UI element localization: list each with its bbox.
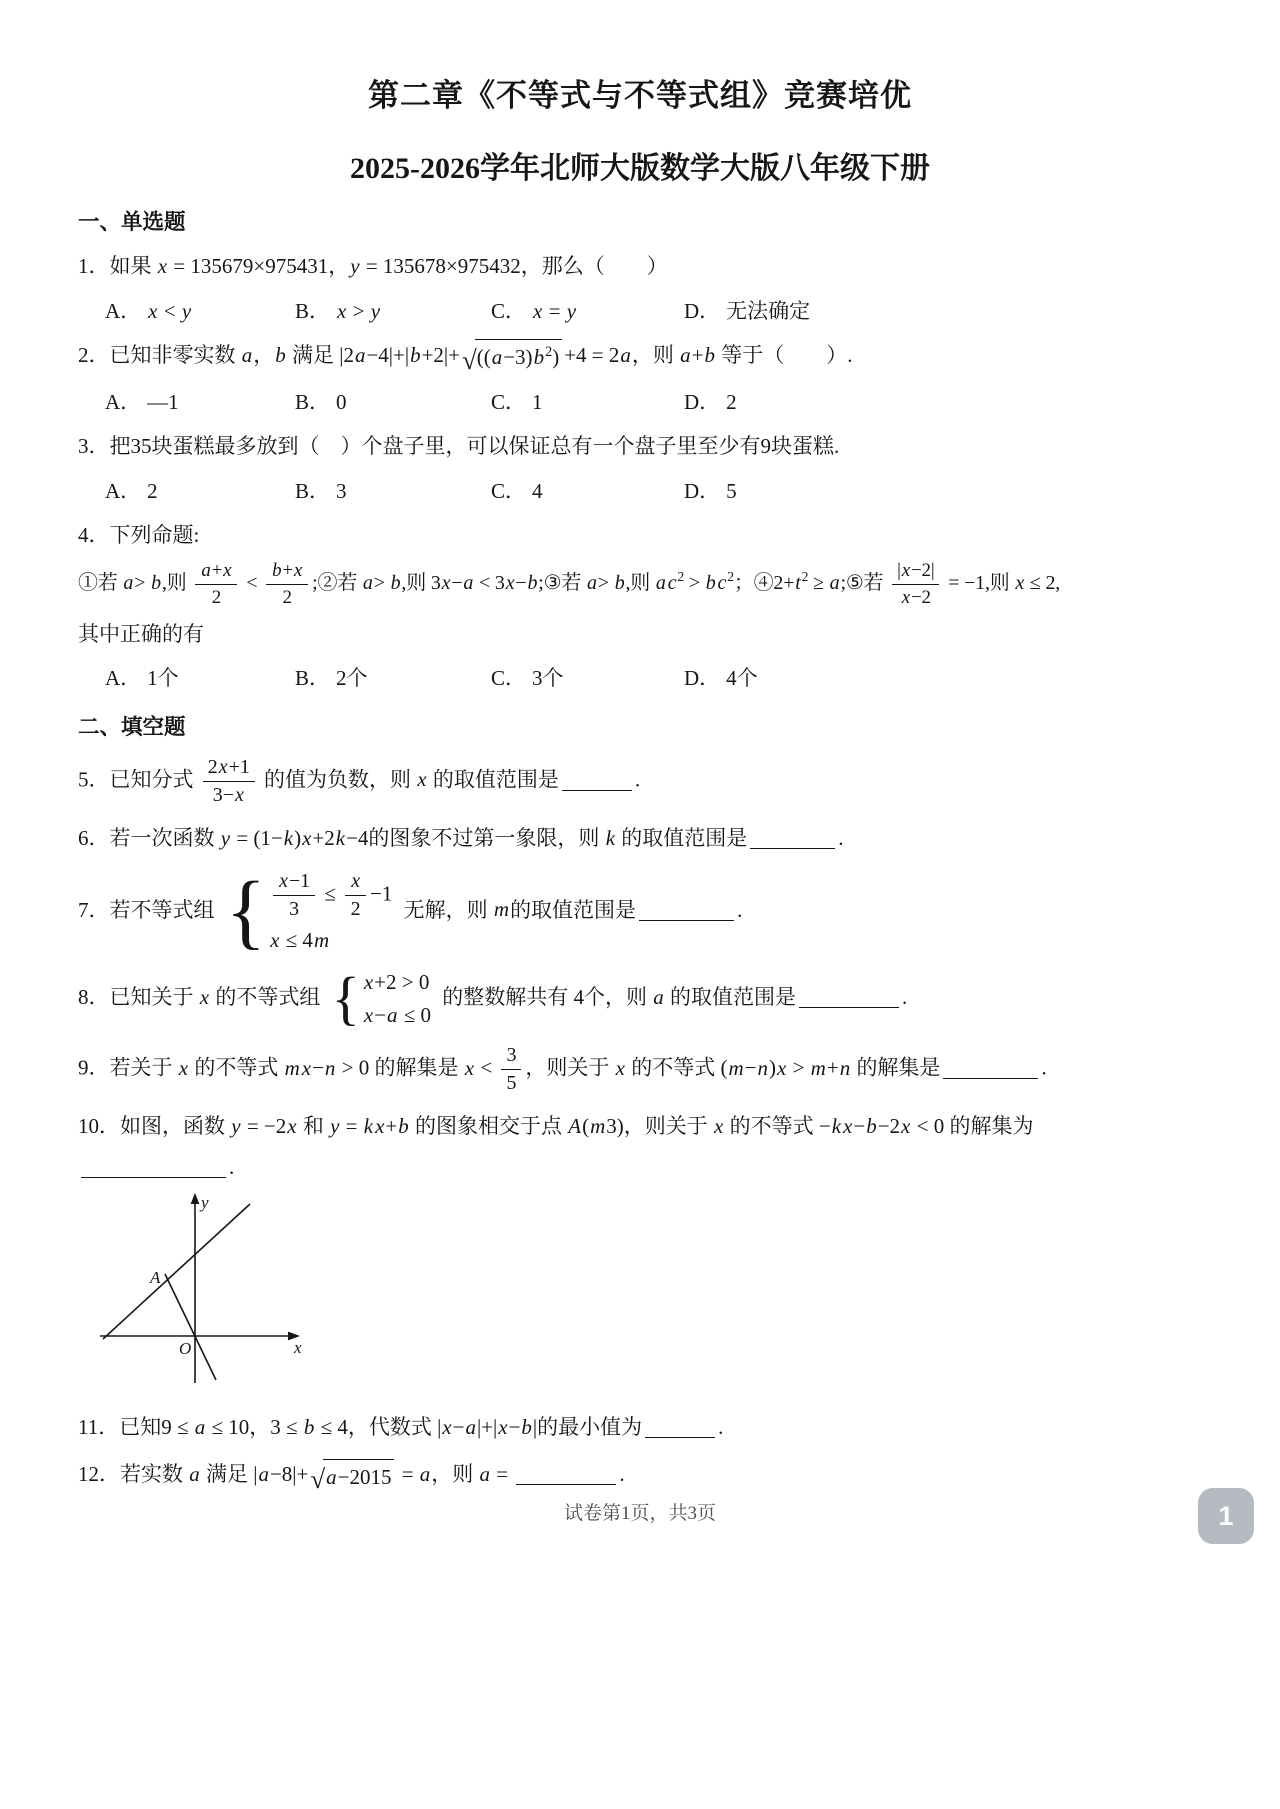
option-label: A． bbox=[105, 666, 142, 691]
math-variable: c bbox=[717, 571, 727, 594]
math-variable: a bbox=[386, 1003, 398, 1028]
question-q1 bbox=[78, 250, 1202, 325]
math-variable: b bbox=[614, 571, 625, 594]
math-variable: x bbox=[442, 1415, 452, 1440]
option-label: D． bbox=[684, 298, 721, 323]
math-variable: x bbox=[777, 1055, 787, 1080]
superscript: 2 bbox=[545, 344, 553, 361]
math-variable: b bbox=[151, 571, 161, 594]
answer-blank bbox=[943, 1057, 1038, 1079]
math-variable: x bbox=[533, 298, 543, 323]
math-variable: b bbox=[390, 571, 401, 594]
option-label: D． bbox=[684, 478, 721, 503]
math-variable: m bbox=[284, 1055, 300, 1080]
brace-icon: { bbox=[225, 864, 267, 958]
fraction: $\frac{2x+1}{3-x}$ bbox=[203, 755, 255, 808]
option-d: D． 2 bbox=[684, 390, 737, 414]
math-variable: x bbox=[464, 1055, 475, 1080]
options-row bbox=[78, 386, 1202, 416]
question-line: 3．把35块蛋糕最多放到（ ）个盘子里，可以保证总有一个盘子里至少有9块蛋糕. bbox=[78, 434, 840, 458]
question-line: 12．若实数 a 满足 |a−8|+ √ a−2015 = a，则 a = . bbox=[78, 1458, 1202, 1493]
footer-text: 试卷第1页，共3页 bbox=[563, 1503, 716, 1524]
option-label: D． bbox=[684, 390, 721, 414]
question-q7 bbox=[78, 864, 1202, 958]
answer-blank bbox=[516, 1463, 616, 1485]
math-variable: x bbox=[234, 784, 244, 807]
question-line: ①若 a> b,则 $\frac{a+x}{2}$ < $\frac{b+x}{2}$ ;②若 a> b,则 3x−a < 3x−b;③若 a> b,则 a $c^2 > b$ $c^2$；$④2+t^2$ ≥ a;⑤若 $\frac{|x-2|}{x-2}$ = −1,则 x ≤ 2, bbox=[78, 560, 1061, 608]
option-a: A． 2 bbox=[105, 478, 158, 503]
math-variable: b bbox=[521, 1415, 532, 1440]
line-y-equals-minus-2x bbox=[165, 1274, 216, 1380]
inequality-system: { $\frac{x-1}{3}$ ≤ $\frac{x}{2}$ −1 x ≤ 4m bbox=[225, 864, 393, 958]
options-row bbox=[78, 475, 1202, 505]
math-variable: n bbox=[757, 1055, 768, 1080]
math-variable: x bbox=[441, 571, 451, 594]
fraction: $\frac{x}{2}$ bbox=[345, 869, 366, 922]
option-label: A． bbox=[105, 390, 142, 414]
math-variable: x bbox=[363, 969, 374, 994]
radical-icon: √ bbox=[461, 345, 477, 376]
point-a-label: A bbox=[150, 1268, 161, 1288]
math-variable: m bbox=[810, 1055, 826, 1080]
math-variable: x bbox=[279, 869, 288, 892]
option-b: B． x > y bbox=[295, 298, 381, 323]
math-variable: x bbox=[351, 869, 361, 892]
fraction: $\frac{b+x}{2}$ bbox=[266, 559, 308, 610]
answer-blank bbox=[799, 986, 899, 1008]
math-variable: k bbox=[363, 1114, 374, 1139]
math-variable: m bbox=[728, 1055, 744, 1080]
question-line: 4．下列命题: bbox=[78, 522, 200, 547]
math-variable: x bbox=[148, 298, 158, 323]
math-variable: x bbox=[293, 560, 303, 582]
option-a: A． 1个 bbox=[105, 666, 179, 691]
question-list bbox=[78, 205, 1202, 1493]
option-label: B． bbox=[295, 298, 331, 323]
line-y-equals-kx-plus-b bbox=[103, 1204, 250, 1339]
question-line: 11．已知9 ≤ a ≤ 10，3 ≤ b ≤ 4，代数式 |x−a|+|x−b|的最小值为 . bbox=[78, 1415, 724, 1440]
question-q3 bbox=[78, 430, 1202, 505]
fraction: $\frac{x-1}{3}$ bbox=[273, 869, 315, 922]
math-variable: a bbox=[123, 571, 134, 594]
math-variable: x bbox=[199, 984, 210, 1009]
y-axis-label: y bbox=[201, 1193, 209, 1213]
math-variable: a bbox=[354, 342, 366, 367]
math-variable: k bbox=[605, 826, 616, 851]
option-c: C． 4 bbox=[491, 478, 543, 503]
y-axis-arrow-icon bbox=[191, 1193, 200, 1204]
math-variable: a bbox=[586, 571, 597, 594]
math-variable: n bbox=[324, 1055, 336, 1080]
option-c: C． 1 bbox=[491, 390, 543, 414]
origin-label: O bbox=[179, 1339, 192, 1359]
option-b: B． 3 bbox=[295, 478, 347, 503]
math-variable: x bbox=[178, 1055, 189, 1080]
math-variable: t bbox=[795, 571, 801, 594]
option-b: B． 0 bbox=[295, 390, 347, 414]
math-variable: a bbox=[829, 571, 840, 594]
question-q6 bbox=[78, 822, 1202, 855]
math-variable: y bbox=[181, 298, 192, 323]
question-line: 5．已知分式 $\frac{2x+1}{3-x}$ 的值为负数，则 x 的取值范围是 . bbox=[78, 756, 641, 807]
question-line: 其中正确的有 bbox=[78, 621, 204, 646]
math-variable: b bbox=[303, 1415, 315, 1440]
option-label: C． bbox=[491, 298, 527, 323]
question-q11 bbox=[78, 1411, 1202, 1444]
math-variable: a bbox=[201, 560, 211, 582]
question-line: 1．如果 x = 135679×975431，y = 135678×975432，那么（ ） bbox=[78, 254, 668, 278]
function-graph bbox=[88, 1191, 1202, 1397]
option-label: C． bbox=[491, 390, 527, 414]
coordinate-plane bbox=[88, 1191, 320, 1391]
option-d: D． 无法确定 bbox=[684, 298, 811, 323]
math-variable: b bbox=[398, 1114, 409, 1139]
option-b: B． 2个 bbox=[295, 666, 368, 691]
math-variable: a bbox=[680, 342, 691, 367]
math-variable: x bbox=[505, 571, 515, 594]
question-q4 bbox=[78, 519, 1202, 693]
option-d: D． 5 bbox=[684, 478, 737, 503]
superscript: 2 bbox=[801, 569, 809, 585]
page-footer bbox=[0, 1498, 1280, 1525]
options-row bbox=[78, 295, 1202, 325]
page-number-badge: 1 bbox=[1198, 1488, 1254, 1544]
math-variable: b bbox=[705, 571, 716, 594]
math-variable: y bbox=[370, 298, 381, 323]
math-variable: x bbox=[270, 928, 280, 953]
math-variable: c bbox=[667, 571, 677, 594]
math-variable: a bbox=[362, 571, 373, 594]
question-q12 bbox=[78, 1458, 1202, 1493]
math-variable: x bbox=[498, 1415, 508, 1440]
math-variable: x bbox=[301, 1055, 312, 1080]
math-variable: a bbox=[653, 984, 664, 1009]
question-q8 bbox=[78, 966, 1202, 1032]
math-variable: x bbox=[218, 756, 228, 779]
question-line: 6．若一次函数 y = (1−k)x+2k−4的图象不过第一象限，则 k 的取值范围是 . bbox=[78, 826, 844, 851]
answer-blank bbox=[81, 1156, 226, 1178]
section-header-s2: 二、填空题 bbox=[78, 715, 186, 740]
math-variable: a bbox=[491, 345, 503, 370]
option-label: D． bbox=[684, 666, 721, 691]
fraction: $\frac{|x-2|}{x-2}$ bbox=[892, 559, 939, 610]
square-root: √ $((a-3)b^2)$ bbox=[462, 339, 562, 374]
option-c: C． x = y bbox=[491, 298, 577, 323]
option-label: A． bbox=[105, 478, 142, 503]
math-variable: n bbox=[839, 1055, 851, 1080]
math-variable: a bbox=[326, 1464, 337, 1489]
option-label: C． bbox=[491, 666, 527, 691]
math-variable: x bbox=[302, 826, 312, 851]
option-a: A． —1 bbox=[105, 390, 179, 414]
math-variable: x bbox=[843, 1114, 853, 1139]
math-variable: x bbox=[901, 586, 910, 608]
math-variable: A bbox=[568, 1114, 582, 1139]
question-q5 bbox=[78, 755, 1202, 808]
math-variable: x bbox=[157, 254, 168, 278]
question-line: 2．已知非零实数 a，b 满足 |2a−4|+|b+2|+ √ $((a-3)b^2)$ +4 = 2a，则 a+b 等于（ ）. bbox=[78, 339, 1202, 374]
math-variable: a bbox=[419, 1461, 431, 1486]
superscript: 2 bbox=[677, 569, 685, 585]
math-variable: m bbox=[590, 1114, 606, 1139]
math-variable: a bbox=[258, 1461, 269, 1486]
question-q9 bbox=[78, 1043, 1202, 1096]
math-variable: b bbox=[533, 345, 545, 370]
answer-blank bbox=[750, 827, 835, 849]
math-variable: x bbox=[363, 1003, 374, 1028]
section-header-s1: 一、单选题 bbox=[78, 210, 186, 234]
math-variable: b bbox=[275, 342, 286, 367]
math-variable: m bbox=[493, 897, 510, 922]
math-variable: x bbox=[337, 298, 347, 323]
option-label: B． bbox=[295, 478, 331, 503]
math-variable: a bbox=[241, 342, 253, 367]
math-variable: a bbox=[479, 1461, 491, 1486]
math-variable: x bbox=[417, 767, 427, 792]
question-q10 bbox=[78, 1110, 1202, 1397]
radical-icon: √ bbox=[310, 1464, 326, 1495]
option-label: B． bbox=[295, 666, 331, 691]
question-line: 10．如图，函数 y = −2x 和 y = kx+b 的图象相交于点 A(m3)，则关于 x 的不等式 −kx−b−2x < 0 的解集为 bbox=[78, 1114, 1034, 1139]
math-variable: x bbox=[714, 1114, 724, 1139]
square-root: √ a−2015 bbox=[310, 1459, 394, 1494]
math-variable: x bbox=[901, 1114, 911, 1139]
option-label: C． bbox=[491, 478, 527, 503]
answer-blank bbox=[562, 769, 632, 791]
option-c: C． 3个 bbox=[491, 666, 564, 691]
question-line: 8．已知关于 x 的不等式组 { x+2 > 0 x−a ≤ 0 的整数解共有 4个，则 a 的取值范围是 . bbox=[78, 966, 908, 1032]
option-label: B． bbox=[295, 390, 331, 414]
math-variable: x bbox=[287, 1114, 297, 1139]
math-variable: x bbox=[1015, 571, 1025, 594]
math-variable: k bbox=[283, 826, 294, 851]
math-variable: x bbox=[375, 1114, 385, 1139]
math-variable: x bbox=[901, 560, 910, 582]
math-variable: a bbox=[655, 571, 666, 594]
brace-icon: { bbox=[331, 966, 360, 1032]
question-line: 9．若关于 x 的不等式 mx−n > 0 的解集是 x < $\frac{3}{5}$ ，则关于 x 的不等式 (m−n)x > m+n 的解集是 . bbox=[78, 1044, 1047, 1095]
answer-blank bbox=[645, 1416, 715, 1438]
question-line: . bbox=[78, 1151, 1202, 1184]
inequality-system: { x+2 > 0 x−a ≤ 0 bbox=[331, 966, 432, 1032]
math-variable: b bbox=[272, 560, 282, 582]
math-variable: x bbox=[223, 560, 232, 582]
option-a: A． x < y bbox=[105, 298, 192, 323]
question-line: 7．若不等式组 { $\frac{x-1}{3}$ ≤ $\frac{x}{2}$ −1 x ≤ 4m 无解，则 m的取值范围是 . bbox=[78, 864, 743, 958]
question-q2 bbox=[78, 339, 1202, 416]
option-label: A． bbox=[105, 298, 142, 323]
math-variable: y bbox=[566, 298, 577, 323]
math-variable: x bbox=[615, 1055, 625, 1080]
math-variable: y bbox=[231, 1114, 241, 1139]
x-axis-label: x bbox=[294, 1338, 302, 1358]
math-variable: k bbox=[831, 1114, 842, 1139]
page-title: 第二章《不等式与不等式组》竞赛培优 bbox=[368, 78, 912, 113]
math-variable: a bbox=[194, 1415, 206, 1440]
math-variable: y bbox=[220, 826, 231, 851]
option-d: D． 4个 bbox=[684, 666, 758, 691]
math-variable: a bbox=[463, 571, 474, 594]
fraction: $\frac{a+x}{2}$ bbox=[195, 559, 237, 610]
answer-blank bbox=[639, 899, 734, 921]
math-variable: k bbox=[335, 826, 346, 851]
options-row bbox=[78, 662, 1202, 692]
math-variable: a bbox=[620, 342, 631, 367]
math-variable: y bbox=[350, 254, 360, 278]
math-variable: a bbox=[189, 1461, 200, 1486]
math-variable: a bbox=[465, 1415, 476, 1440]
superscript: 2 bbox=[727, 569, 734, 585]
math-variable: b bbox=[866, 1114, 877, 1139]
math-variable: b bbox=[527, 571, 538, 594]
math-variable: b bbox=[704, 342, 715, 367]
page-subtitle: 2025-2026学年北师大版数学大版八年级下册 bbox=[350, 152, 930, 185]
math-variable: m bbox=[313, 928, 330, 953]
math-variable: y bbox=[330, 1114, 340, 1139]
fraction: $\frac{3}{5}$ bbox=[501, 1043, 521, 1096]
math-variable: b bbox=[410, 342, 421, 367]
